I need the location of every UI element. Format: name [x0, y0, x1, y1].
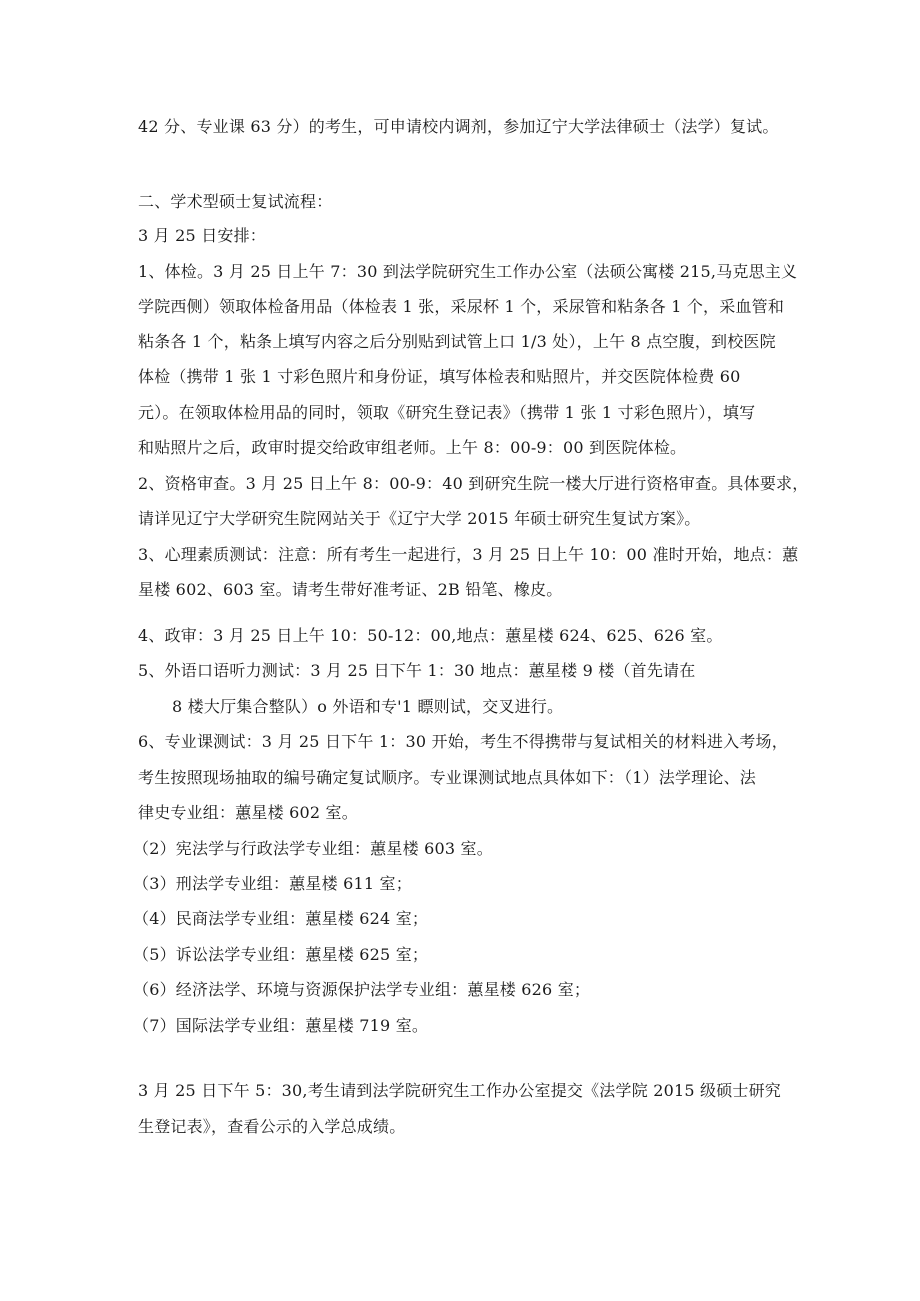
- paragraph-line: 星楼 602、603 室。请考生带好准考证、2B 铅笔、橡皮。: [138, 580, 563, 599]
- paragraph-line: 生登记表》，查看公示的入学总成绩。: [138, 1117, 406, 1136]
- paragraph-line: 体检（携带 1 张 1 寸彩色照片和身份证，填写体检表和贴照片，并交医院体检费 60: [138, 367, 741, 386]
- paragraph-line: 5、外语口语听力测试：3 月 25 日下午 1：30 地点：蕙星楼 9 楼（首先请在: [138, 661, 696, 680]
- paragraph-line: 3 月 25 日安排：: [138, 226, 266, 245]
- paragraph-line: 和贴照片之后，政审时提交给政审组老师。上午 8：00-9：00 到医院体检。: [138, 438, 687, 457]
- paragraph-line: 6、专业课测试：3 月 25 日下午 1：30 开始，考生不得携带与复试相关的材料进入考场，: [138, 732, 788, 751]
- paragraph-line: 42 分、专业课 63 分）的考生，可申请校内调剂，参加辽宁大学法律硕士（法学）复试。: [138, 117, 779, 136]
- list-item: （6）经济法学、环境与资源保护法学专业组：蕙星楼 626 室；: [133, 980, 591, 999]
- list-item: （7）国际法学专业组：蕙星楼 719 室。: [133, 1016, 429, 1035]
- paragraph-line: 4、政审：3 月 25 日上午 10：50-12：00,地点：蕙星楼 624、625、626 室。: [138, 626, 723, 645]
- section-heading: 二、学术型硕士复试流程：: [138, 192, 333, 211]
- paragraph-line: 8 楼大厅集合整队）o 外语和专'1 瞟则试，交叉进行。: [172, 697, 564, 716]
- paragraph-line: 律史专业组：蕙星楼 602 室。: [138, 803, 358, 822]
- paragraph-line: 请详见辽宁大学研究生院网站关于《辽宁大学 2015 年硕士研究生复试方案》。: [138, 509, 701, 528]
- paragraph-line: 3 月 25 日下午 5：30,考生请到法学院研究生工作办公室提交《法学院 2015 级硕士研究: [138, 1081, 781, 1100]
- list-item: （4）民商法学专业组：蕙星楼 624 室；: [133, 909, 429, 928]
- paragraph-line: 3、心理素质测试：注意：所有考生一起进行，3 月 25 日上午 10：00 准时开始，地点：蕙: [138, 545, 799, 564]
- paragraph-line: 元）。在领取体检用品的同时，领取《研究生登记表》（携带 1 张 1 寸彩色照片），填写: [138, 403, 756, 422]
- paragraph-line: 2、资格审查。3 月 25 日上午 8：00-9：40 到研究生院一楼大厅进行资格审查。具体要求，: [138, 474, 809, 493]
- paragraph-line: 学院西侧）领取体检备用品（体检表 1 张，采尿杯 1 个，采尿管和粘条各 1 个，采血管和: [138, 297, 785, 316]
- paragraph-line: 考生按照现场抽取的编号确定复试顺序。专业课测试地点具体如下：（1）法学理论、法: [138, 768, 756, 787]
- paragraph-line: 粘条各 1 个，粘条上填写内容之后分别贴到试管上口 1/3 处），上午 8 点空腹，到校医院: [138, 332, 776, 351]
- list-item: （5）诉讼法学专业组：蕙星楼 625 室；: [133, 945, 429, 964]
- paragraph-line: 1、体检。3 月 25 日上午 7：30 到法学院研究生工作办公室（法硕公寓楼 215,马克思主义: [138, 262, 798, 281]
- list-item: （2）宪法学与行政法学专业组：蕙星楼 603 室。: [133, 839, 493, 858]
- list-item: （3）刑法学专业组：蕙星楼 611 室；: [133, 874, 412, 893]
